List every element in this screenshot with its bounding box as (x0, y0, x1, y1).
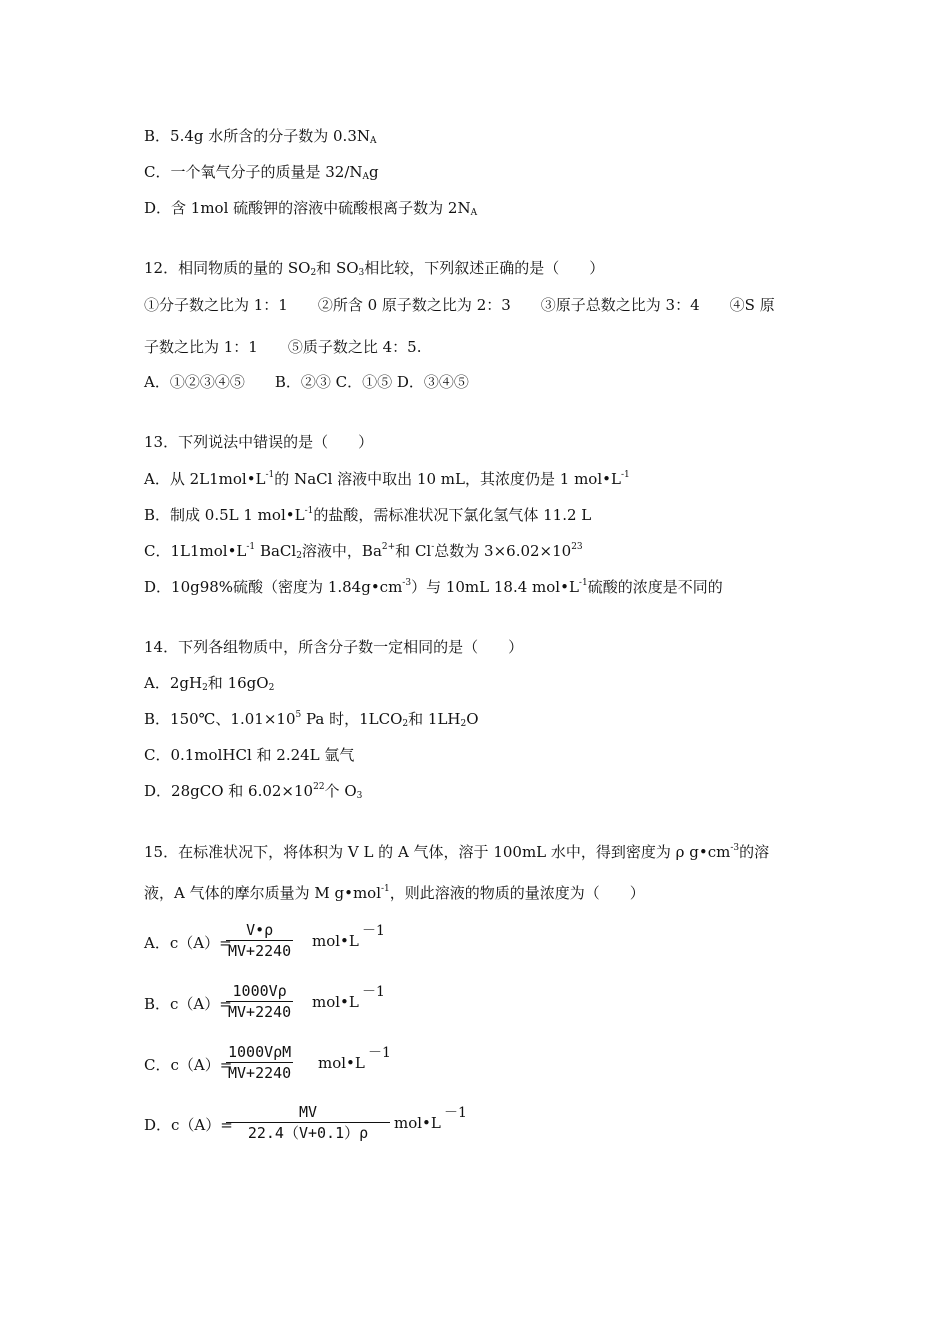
q14-option-a: A．$2gH_2$和 $16gO_2$ (144, 674, 275, 693)
q12-statements-line1: ①分子数之比为 1：1 ②所含 0 原子数之比为 2：3 ③原子总数之比为 3：4 ④S 原 (144, 296, 775, 314)
q12-stem: 12．相同物质的量的 $SO_2$和 $SO_3$相比较，下列叙述正确的是（ ） (144, 259, 605, 278)
q13-option-c: C．$1L1mol•L^{-1}$ BaCl$_2$溶液中，$Ba^{2+}$和 Cl-总数为 $3\times 6.02\times 10^{23}$ (144, 542, 583, 561)
q13-stem: 13．下列说法中错误的是（ ） (144, 433, 374, 451)
q14-option-b: B．150℃、$1.01\times 10^5$ Pa 时，$1LCO_2$和 $1LH_2O$ (144, 710, 479, 729)
q12-statements-line2: 子数之比为 1：1 ⑤质子数之比 4：5. (144, 338, 422, 356)
fraction: $\frac{1000V\rho}{MV+2240}$ (228, 982, 292, 1021)
fraction: 1000VρM MV+2240 (228, 1043, 292, 1082)
q11-option-c: C．一个氧气分子的质量是 $32/N_Ag$ (144, 163, 379, 182)
q11-option-b: B．5.4g 水所含的分子数为 $0.3N_A$ (144, 127, 377, 146)
fraction: $\frac{MV}{22.4(V+0.1)\rho}$ (226, 1102, 390, 1143)
q14-option-d: D．28gCO 和 $6.02\times 10^{22}$个 $O_3$ (144, 782, 363, 801)
q13-option-b: B．制成 0.5L 1 $mol•L^{-1}$的盐酸，需标准状况下氯化氢气体 11.2 L (144, 506, 592, 524)
q11-option-d: D．含 1mol 硫酸钾的溶液中硫酸根离子数为 $2N_A$ (144, 199, 478, 218)
q12-options: A．①②③④⑤ B．②③ C．①⑤ D．③④⑤ (144, 373, 469, 391)
q13-option-a: A．从 $2L1mol•L^{-1}$的 NaCl 溶液中取出 10 mL，其浓度仍是 1 $mol•L^{-1}$ (144, 470, 630, 488)
q15-stem-line2: 液，A 气体的摩尔质量为 M g•mol$^{-1}$，则此溶液的物质的量浓度为（ ） (144, 884, 645, 902)
q14-stem: 14．下列各组物质中，所含分子数一定相同的是（ ） (144, 638, 524, 656)
fraction: $\frac{V•\rho}{MV+2240}$ (228, 921, 292, 960)
q15-stem-line1: 15．在标准状况下，将体积为 V L 的 A 气体，溶于 100mL 水中，得到密度为 ρ $g•cm^{-3}$的溶 (144, 843, 770, 861)
q13-option-d: D．10g98%硫酸（密度为 $1.84g•cm^{-3}$）与 10mL 18.4 $mol•L^{-1}$硫酸的浓度是不同的 (144, 578, 723, 596)
q14-option-c: C．0.1molHCl 和 2.24L 氩气 (144, 746, 355, 764)
